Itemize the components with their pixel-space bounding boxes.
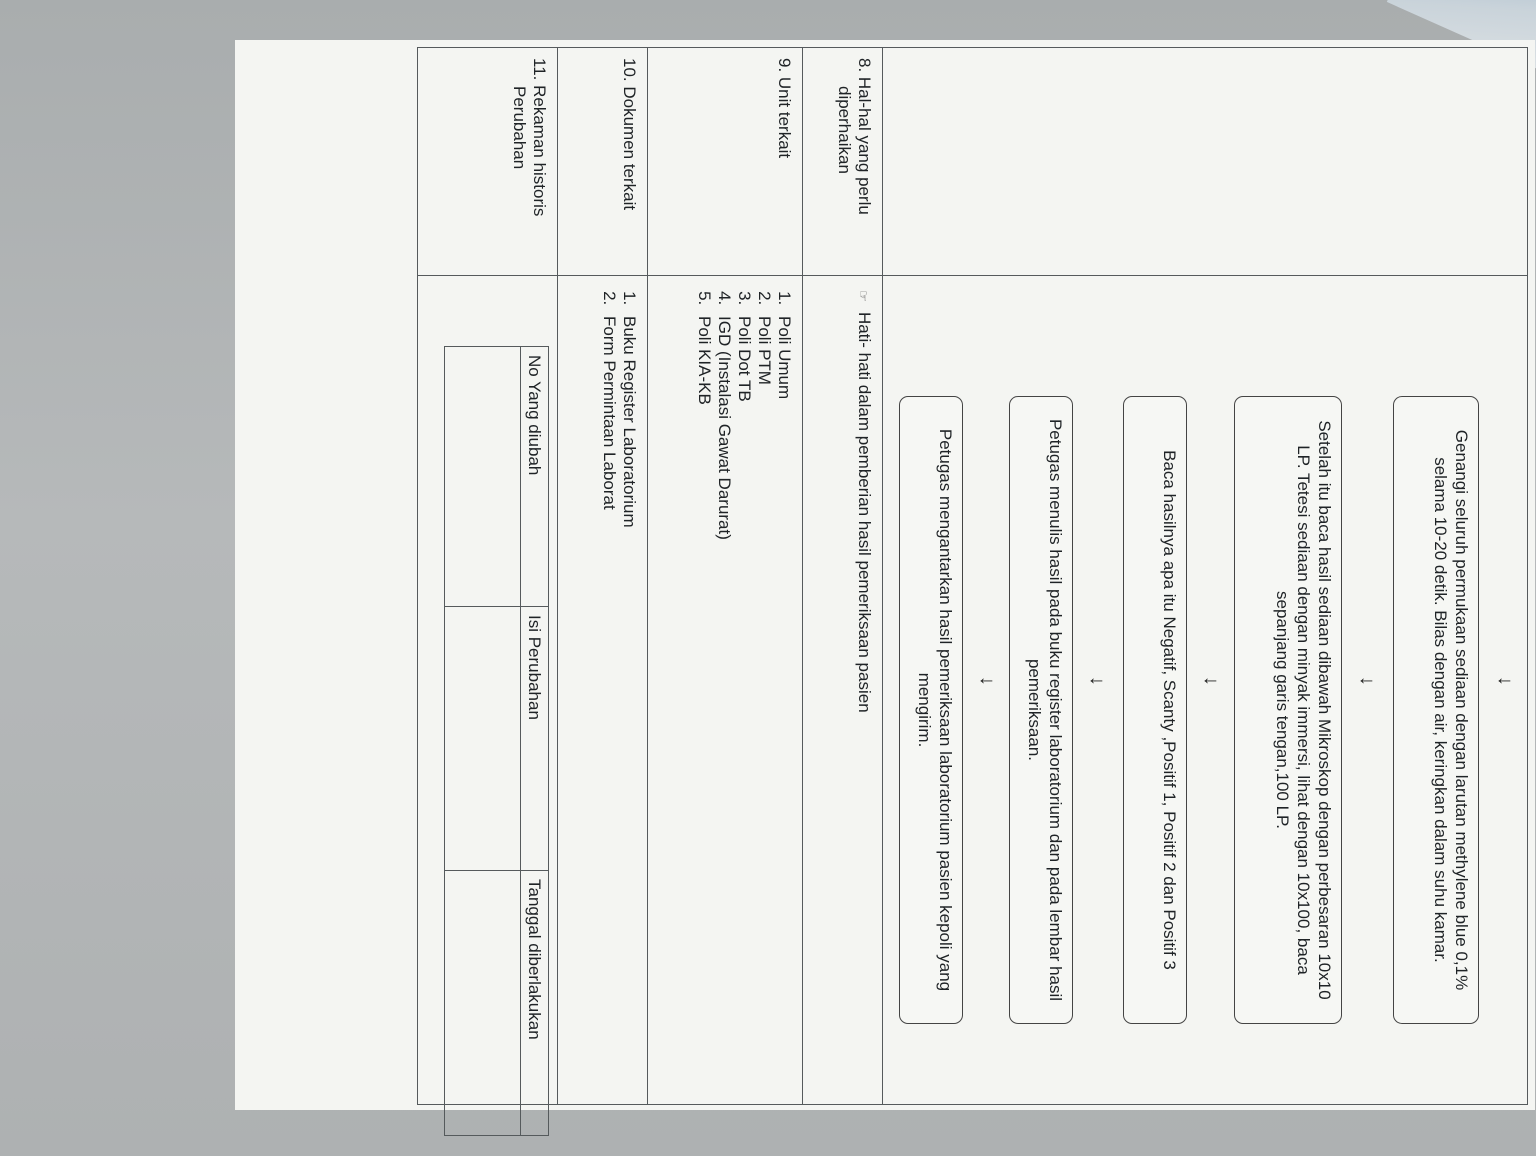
table-cell — [445, 607, 521, 871]
sop-sheet — [235, 40, 1535, 1110]
unit-row — [647, 48, 802, 1104]
procedure-row — [882, 48, 1527, 1104]
list-item: 2. Form Permintaan Laborat — [599, 310, 619, 1092]
table-row — [445, 347, 521, 1136]
hal-row — [802, 48, 882, 1104]
flow-step-2: Setelah itu baca hasil sediaan dibawah Mikroskop dengan perbesaran 10x10 LP. Tetesi sediaan dengan minyak immersi, lihat dengan 10x100, baca sepanjang garis tengan,100 LP. — [1234, 396, 1342, 1024]
flow-arrow: ↓ — [1200, 676, 1222, 686]
pointing-hand-icon: ☞ — [856, 290, 871, 302]
flow-arrow: ↓ — [976, 676, 998, 686]
hal-content — [803, 276, 882, 1104]
dokumen-content — [558, 276, 647, 1104]
procedure-label-cell — [883, 48, 1527, 276]
list-item: 1. Buku Register Laboratorium — [619, 310, 639, 1092]
flow-step-1: Genangi seluruh permukaan sediaan dengan larutan methylene blue 0,1% selama 10-20 detik. Bilas dengan air, keringkan dalam suhu kamar. — [1393, 396, 1479, 1024]
list-item: 2. Poli PTM — [754, 310, 774, 1092]
list-item: 3. Poli Dot TB — [734, 310, 754, 1092]
column-header: No Yang diubah — [521, 347, 549, 607]
flow-arrow: ↓ — [1494, 676, 1516, 686]
list-item: 1. Poli Umum — [774, 310, 794, 1092]
dokumen-row — [557, 48, 647, 1104]
sop-table — [417, 47, 1528, 1105]
unit-label: 9. Unit terkait — [648, 48, 802, 276]
column-header: Tanggal diberlakukan — [521, 871, 549, 1136]
dokumen-list — [599, 288, 639, 1092]
list-item: 5. Poli KIA-KB — [694, 310, 714, 1092]
table-header-row — [521, 347, 549, 1136]
unit-list — [694, 288, 794, 1092]
table-cell — [445, 871, 521, 1136]
flow-arrow: ↓ — [1086, 676, 1108, 686]
rekaman-row — [418, 48, 557, 1104]
column-header: Isi Perubahan — [521, 607, 549, 871]
rekaman-label: 11. Rekaman historis Perubahan — [418, 48, 557, 276]
hal-label: 8. Hal-hal yang perlu diperhaikan — [803, 48, 882, 276]
hal-text: Hati- hati dalam pemberian hasil pemeriksaan pasien — [855, 312, 874, 713]
table-cell — [445, 347, 521, 607]
procedure-flowchart — [883, 276, 1527, 1104]
flow-step-3: Baca hasilnya apa itu Negatif, Scanty ,Positif 1, Positif 2 dan Positif 3 — [1123, 396, 1187, 1024]
unit-content — [648, 276, 802, 1104]
flow-step-4: Petugas menulis hasil pada buku register laboratorium dan pada lembar hasil pemeriksaan. — [1009, 396, 1073, 1024]
list-item: 4. IGD (Instalasi Gawat Darurat) — [714, 310, 734, 1092]
rekaman-content — [418, 276, 557, 1104]
flow-arrow: ↓ — [1356, 676, 1378, 686]
dokumen-label: 10. Dokumen terkait — [558, 48, 647, 276]
history-table — [444, 346, 549, 1136]
flow-step-5: Petugas mengantarkan hasil pemeriksaan laboratorium pasien kepoli yang mengirim. — [899, 396, 963, 1024]
